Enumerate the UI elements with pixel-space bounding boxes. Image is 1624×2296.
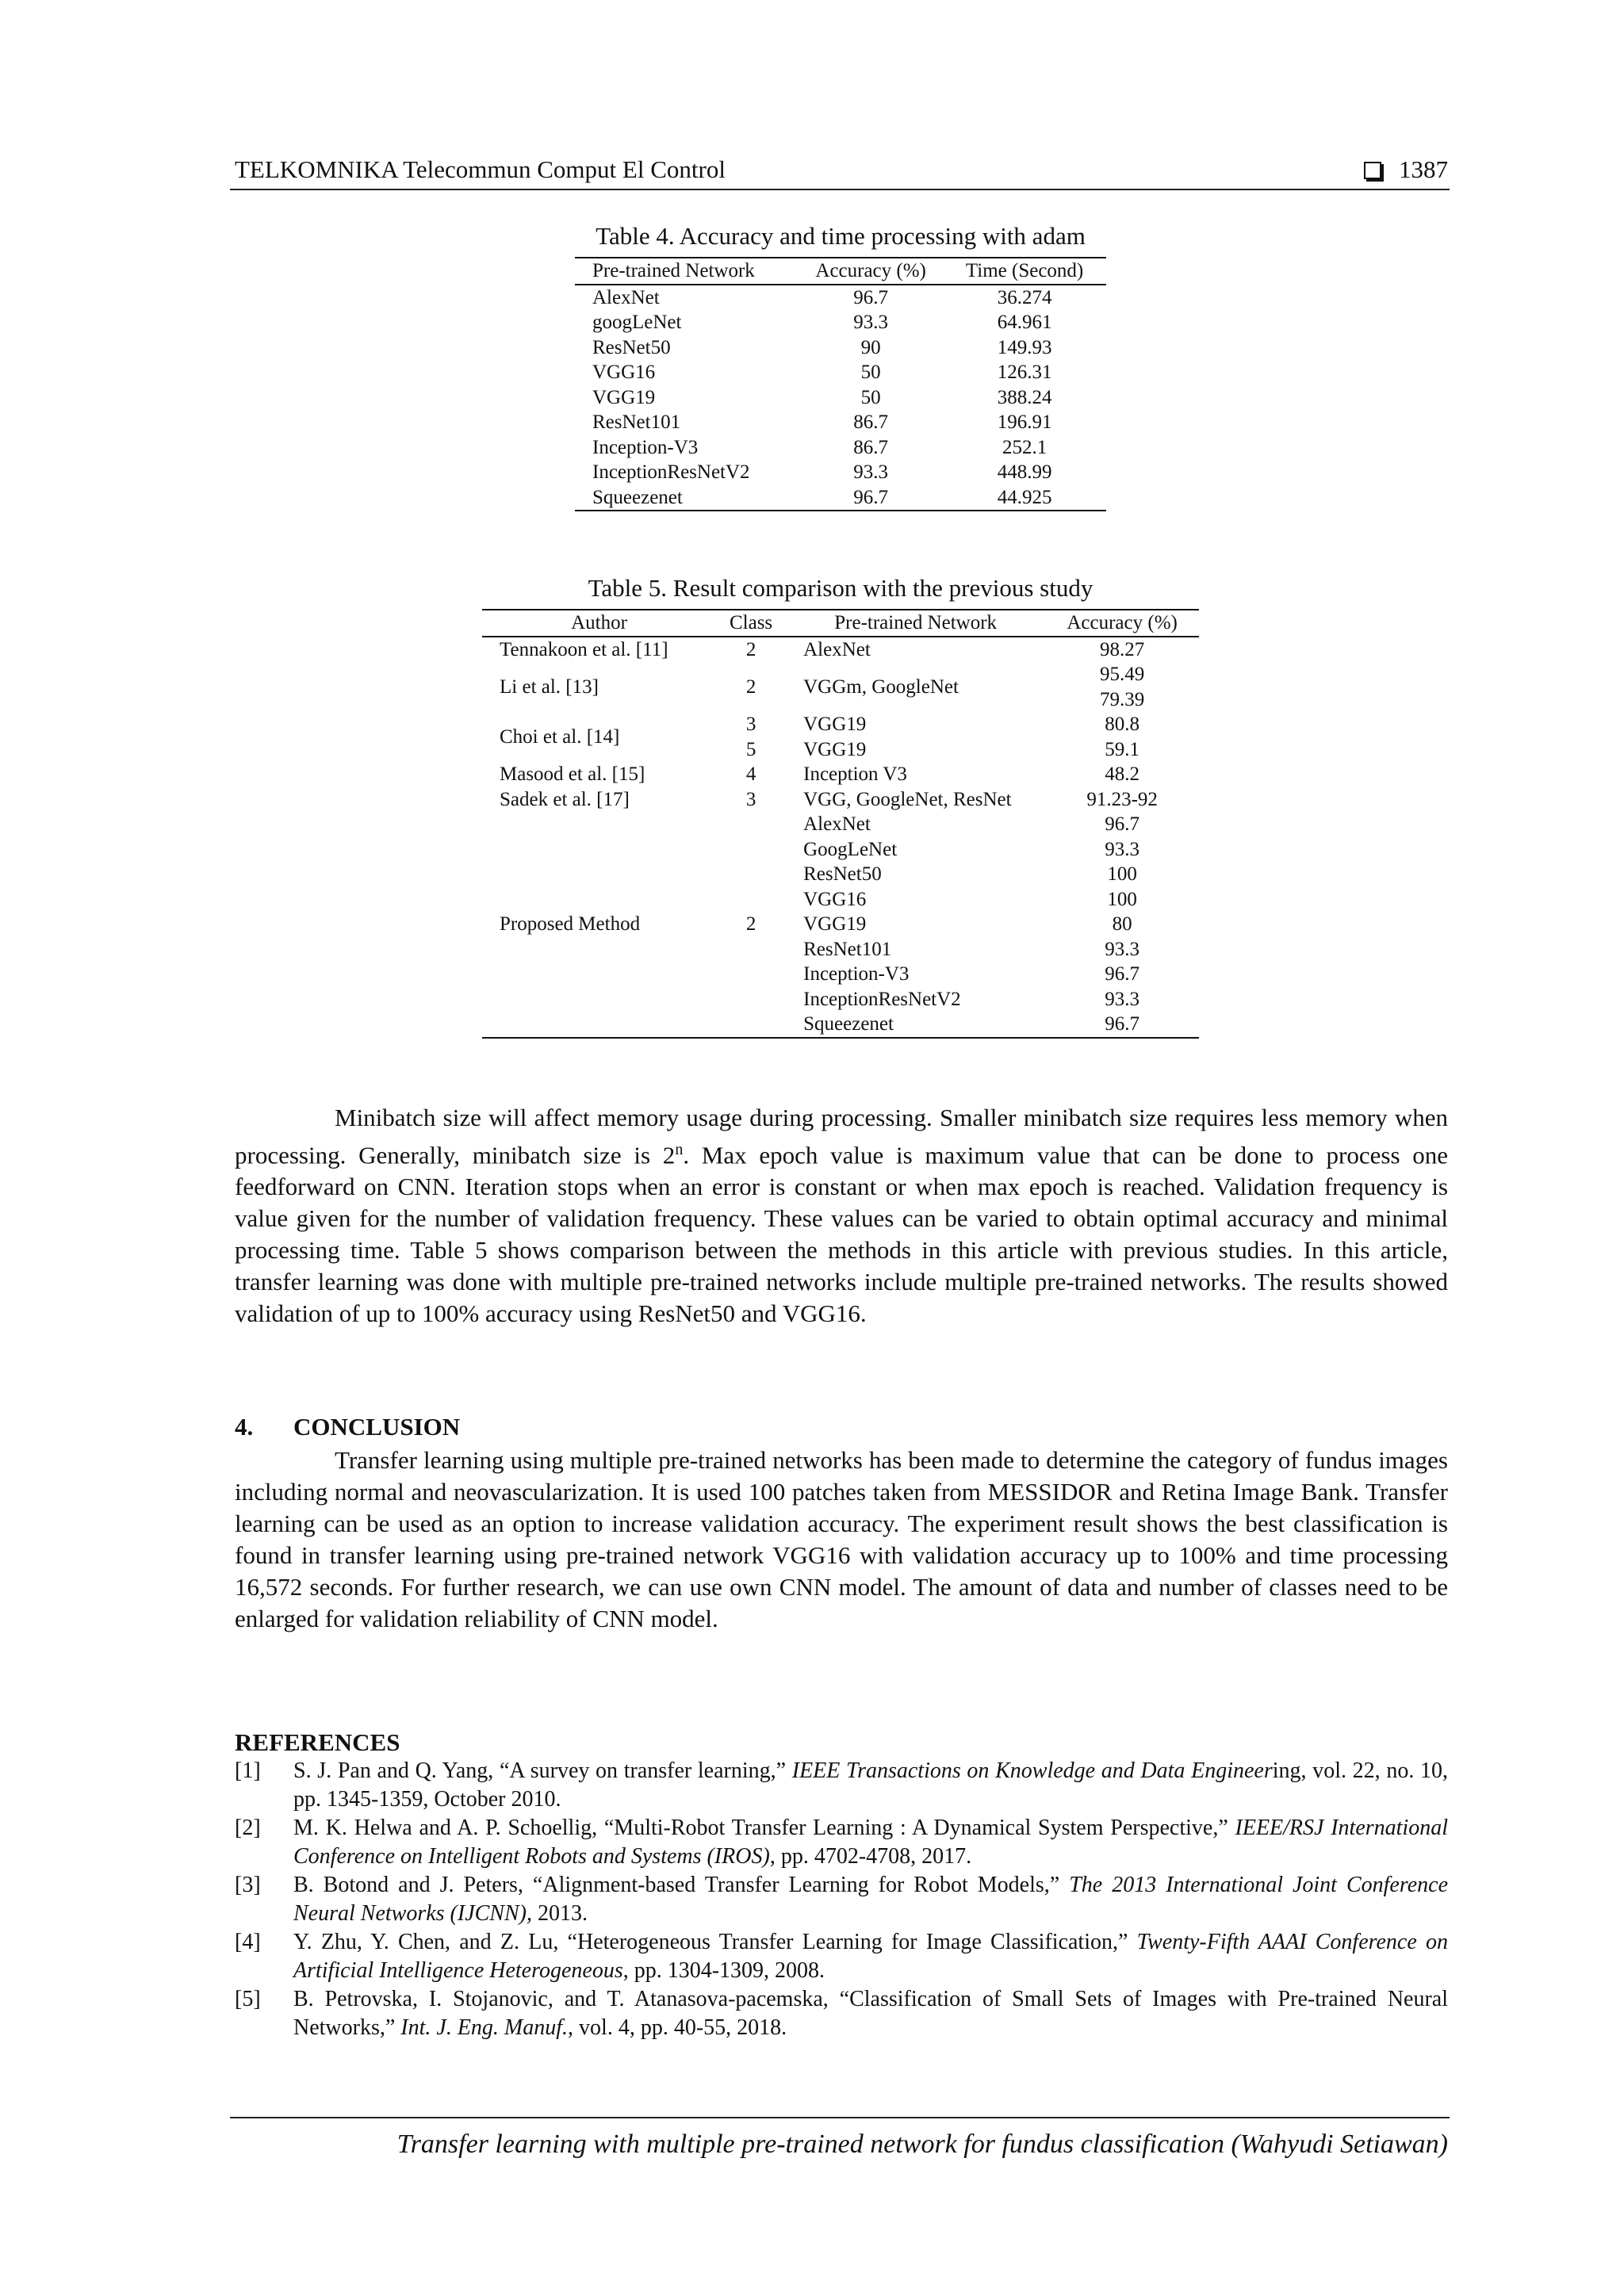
table5-cell: VGG19 — [803, 913, 867, 935]
table5-cell: 80 — [1112, 913, 1132, 935]
section-title: CONCLUSION — [293, 1413, 461, 1441]
table5-cell: AlexNet — [803, 813, 871, 835]
table5-cell: 79.39 — [1099, 688, 1145, 710]
table5-cell: Tennakoon et al. [11] — [500, 638, 668, 660]
table5-cell: AlexNet — [803, 638, 871, 660]
reference-venue: Twenty-Fifth AAAI Conference on Artificial Intelligence Heterogeneous — [293, 1930, 1448, 1983]
reference-text: M. K. Helwa and A. P. Schoellig, “Multi-Robot Transfer Learning : A Dynamical System Perspective,” — [293, 1816, 1235, 1840]
table4-cell: 149.93 — [997, 336, 1052, 358]
table4-cell: 252.1 — [1002, 436, 1048, 458]
reference-venue: Int. J. Eng. Manuf. — [400, 2015, 569, 2040]
table4-cell: InceptionResNetV2 — [592, 461, 750, 483]
table5-cell: 93.3 — [1105, 988, 1139, 1010]
table5-cell: 3 — [745, 714, 756, 735]
table5-cell: ResNet50 — [803, 863, 882, 885]
table-row — [482, 662, 1199, 687]
table-row — [482, 637, 1199, 663]
table5-cell: 59.1 — [1105, 738, 1139, 760]
table-row — [482, 762, 1199, 787]
table-row — [575, 335, 1106, 361]
table5-cell: 80.8 — [1105, 714, 1139, 735]
reference-venue: IEEE Transactions on Knowledge and Data Engineer — [791, 1758, 1273, 1783]
table5-cell: 2 — [745, 913, 756, 935]
table4-cell: 44.925 — [997, 486, 1052, 508]
table5-cell: GoogLeNet — [803, 838, 898, 860]
reference-number: [1] — [235, 1758, 261, 1783]
conclusion-paragraph — [235, 1445, 1448, 1635]
reference-text: B. Botond and J. Peters, “Alignment-based Transfer Learning for Robot Models,” — [293, 1873, 1070, 1897]
table5-cell: 96.7 — [1105, 813, 1139, 835]
table-row — [482, 812, 1199, 837]
reference-text: S. J. Pan and Q. Yang, “A survey on transfer learning,” — [293, 1758, 792, 1783]
table5-cell: 100 — [1107, 863, 1137, 885]
table4-cell: VGG19 — [592, 386, 656, 408]
table5-cell: 95.49 — [1099, 664, 1145, 685]
table4-header-row — [575, 258, 1106, 285]
table5-caption: Table 5. Result comparison with the previous study — [588, 574, 1094, 602]
reference-number: [3] — [235, 1873, 261, 1897]
table4-cell: 86.7 — [853, 436, 889, 458]
table4-cell: ResNet50 — [592, 336, 671, 358]
page-number-text: 1387 — [1399, 155, 1448, 183]
running-header: TELKOMNIKA Telecommun Comput El Control — [235, 155, 726, 183]
reference-text: ing, vol. 22, no. 10, pp. 1345-1359, October 2010. — [293, 1758, 1448, 1812]
table4-cell: 93.3 — [853, 312, 889, 333]
table-row — [575, 385, 1106, 411]
table5-cell: 93.3 — [1105, 838, 1139, 860]
table5-cell: Masood et al. [15] — [500, 763, 645, 785]
superscript: n — [675, 1141, 684, 1158]
table5-cell: 5 — [745, 738, 756, 760]
table4-cell: 96.7 — [853, 486, 889, 508]
table5-cell: 3 — [745, 788, 756, 810]
table5-header: Pre-trained Network — [786, 610, 1045, 637]
table5-cell: 96.7 — [1105, 1013, 1139, 1035]
header-rule — [230, 189, 1450, 190]
table5-cell: 2 — [745, 675, 756, 698]
table4-cell: 196.91 — [997, 411, 1052, 433]
body-paragraph — [235, 1102, 1448, 1330]
table4-cell: 388.24 — [997, 386, 1052, 408]
table4-cell: 96.7 — [853, 286, 889, 308]
table4-grid — [575, 257, 1106, 511]
table4-cell: 126.31 — [997, 362, 1052, 383]
table-row — [575, 460, 1106, 485]
reference-text: , pp. 1304-1309, 2008. — [622, 1958, 825, 1983]
reference-number: [5] — [235, 1987, 261, 2011]
table5-cell: 2 — [745, 638, 756, 660]
table-row — [482, 787, 1199, 813]
table-row — [575, 410, 1106, 435]
checkbox-icon — [1364, 162, 1381, 179]
reference-item — [235, 1985, 1448, 2042]
footer-rule — [230, 2117, 1450, 2118]
page-number — [1364, 155, 1448, 184]
references-heading: REFERENCES — [235, 1728, 400, 1756]
table5-header: Accuracy (%) — [1045, 610, 1199, 637]
reference-text: B. Petrovska, I. Stojanovic, and T. Atanasova-pacemska, “Classification of Small Sets of Images with Pre-trained Neural Networks,” — [293, 1987, 1448, 2040]
reference-number: [4] — [235, 1930, 261, 1954]
table5-cell: Choi et al. [14] — [500, 725, 620, 748]
table5-cell: VGG, GoogleNet, ResNet — [803, 788, 1012, 810]
table5-cell: 91.23-92 — [1086, 788, 1158, 810]
reference-text: Y. Zhu, Y. Chen, and Z. Lu, “Heterogeneous Transfer Learning for Image Classification,” — [293, 1930, 1137, 1954]
running-footer: Transfer learning with multiple pre-trained network for fundus classification (Wahyudi Setiawan) — [396, 2130, 1448, 2159]
table4-cell: 50 — [860, 362, 881, 383]
table4-cell: ResNet101 — [592, 411, 681, 433]
reference-number: [2] — [235, 1816, 261, 1840]
table5-cell: Inception V3 — [803, 763, 907, 785]
table5-cell: 4 — [745, 763, 756, 785]
table4-header: Pre-trained Network — [575, 258, 799, 285]
table4-cell: Squeezenet — [592, 486, 683, 508]
table5-cell: 100 — [1107, 888, 1137, 910]
table4-cell: Inception-V3 — [592, 436, 699, 458]
table4-cell: 90 — [860, 336, 881, 358]
table4-cell: 36.274 — [997, 286, 1052, 308]
table5-cell: ResNet101 — [803, 938, 892, 960]
table5-header: Class — [716, 610, 786, 637]
reference-venue: IEEE/RSJ International Conference on Intelligent Robots and Systems (IROS) — [293, 1816, 1448, 1869]
table5-cell: 98.27 — [1099, 638, 1145, 660]
table5-cell: VGGm, GoogleNet — [803, 675, 959, 698]
table5-cell: 48.2 — [1105, 763, 1139, 785]
reference-text: , vol. 4, pp. 40-55, 2018. — [568, 2015, 787, 2040]
reference-item — [235, 1814, 1448, 1871]
table5-cell: 93.3 — [1105, 938, 1139, 960]
table4-cell: 448.99 — [997, 461, 1052, 483]
table4-caption: Table 4. Accuracy and time processing with adam — [596, 222, 1086, 250]
table-row — [575, 485, 1106, 511]
table-row — [575, 285, 1106, 311]
table4-cell: 50 — [860, 386, 881, 408]
table4-cell: 64.961 — [997, 312, 1052, 333]
table5-cell: VGG16 — [803, 888, 867, 910]
section-heading — [235, 1413, 460, 1441]
table5-cell: Li et al. [13] — [500, 675, 599, 698]
table4-cell: VGG16 — [592, 362, 656, 383]
table5-cell: VGG19 — [803, 714, 867, 735]
table4-cell: 86.7 — [853, 411, 889, 433]
table4-cell: googLeNet — [592, 312, 682, 333]
table-row — [575, 310, 1106, 335]
paragraph-text-pre: Minibatch size will affect memory usage during processing. Smaller minibatch size requires less memory when processing. Generally, minibatch size is 2 — [235, 1104, 1448, 1169]
table5-grid — [482, 609, 1199, 1039]
table5-cell: Sadek et al. [17] — [500, 788, 630, 810]
conclusion-text: Transfer learning using multiple pre-trained networks has been made to determine the category of fundus images including normal and neovascularization. It is used 100 patches taken from MESSIDOR and Retina Image Bank. Transfer learning can be used as an option to increase validation accuracy. The experiment result shows the best classification is found in transfer learning using pre-trained network VGG16 with validation accuracy up to 100% and time processing 16,572 seconds. For further research, we can use own CNN model. The amount of data and number of classes need to be enlarged for validation reliability of CNN model. — [235, 1446, 1448, 1632]
reference-item — [235, 1871, 1448, 1928]
table5-cell: Proposed Method — [500, 913, 641, 935]
reference-venue: The 2013 International Joint Conference Neural Networks (IJCNN), — [293, 1873, 1448, 1926]
table4-cell: AlexNet — [592, 286, 660, 308]
table4-header: Time (Second) — [943, 258, 1106, 285]
table5-cell: InceptionResNetV2 — [803, 988, 961, 1010]
table4-cell: 93.3 — [853, 461, 889, 483]
reference-item — [235, 1757, 1448, 1814]
table5-header-row — [482, 610, 1199, 637]
table4-header: Accuracy (%) — [799, 258, 943, 285]
table5-cell: Inception-V3 — [803, 963, 910, 985]
table5-cell: Squeezenet — [803, 1013, 894, 1035]
table5-cell: 96.7 — [1105, 963, 1139, 985]
reference-text: , pp. 4702-4708, 2017. — [769, 1844, 972, 1869]
section-number: 4. — [235, 1413, 254, 1441]
reference-item — [235, 1928, 1448, 1985]
reference-text: 2013. — [532, 1901, 588, 1926]
paragraph-text-post: . Max epoch value is maximum value that can be done to process one feedforward on CNN. Iteration stops when an error is constant or when max epoch is reached. Validation frequency is value given for the number of validation frequency. These values can be varied to obtain optimal accuracy and minimal processing time. Table 5 shows comparison between the methods in this article with previous studies. In this article, transfer learning was done with multiple pre-trained networks include multiple pre-trained networks. The results showed validation of up to 100% accuracy using ResNet50 and VGG16. — [235, 1141, 1448, 1328]
table5-cell: VGG19 — [803, 738, 867, 760]
table-row — [575, 435, 1106, 461]
table-row — [482, 712, 1199, 737]
table5-header: Author — [482, 610, 716, 637]
table-row — [575, 360, 1106, 385]
